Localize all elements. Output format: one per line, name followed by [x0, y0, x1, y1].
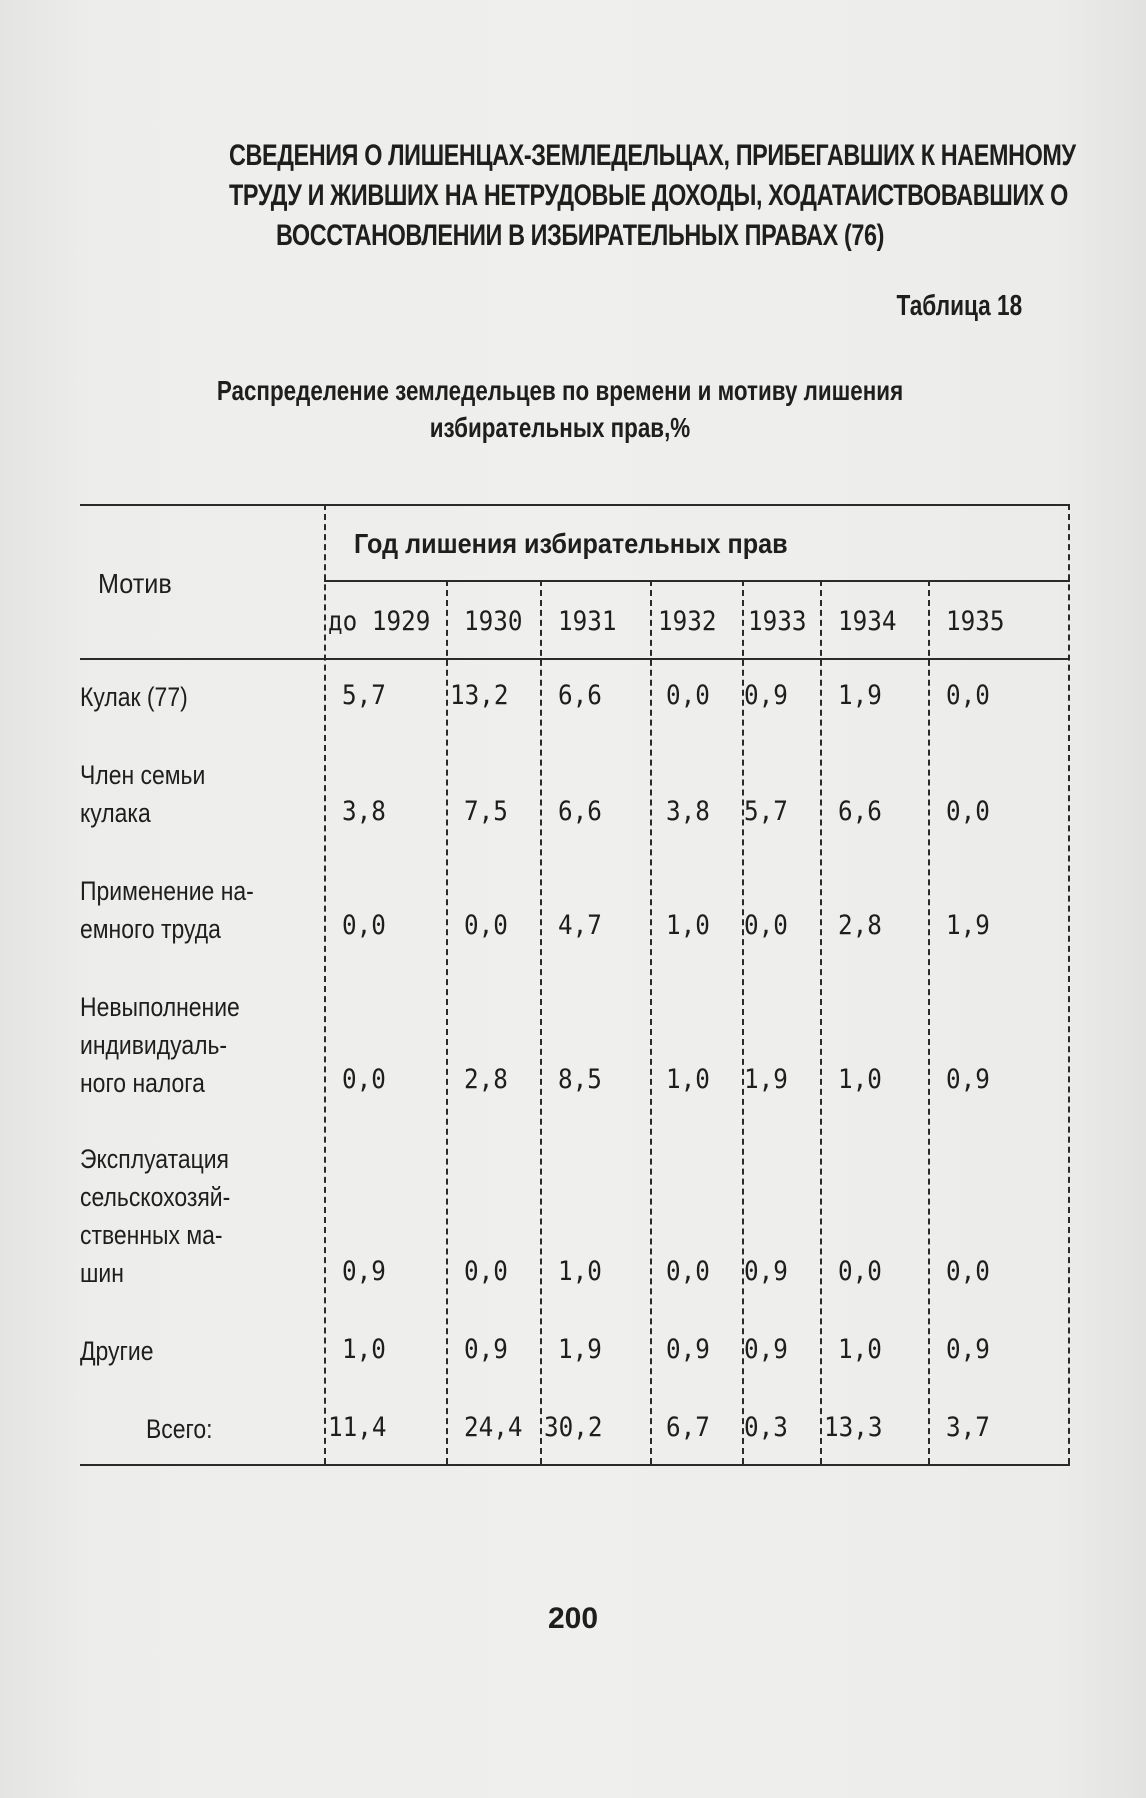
row-label-line: ственных ма- [80, 1220, 223, 1250]
table-cell: 1,0 [838, 1334, 882, 1365]
row-label-line: Всего: [146, 1414, 213, 1444]
col-divider-1930 [446, 580, 448, 1464]
row-label-hired-labor [80, 872, 254, 948]
table-cell: 1,0 [838, 1064, 882, 1095]
table-cell: 0,9 [464, 1334, 508, 1365]
table-cell: 0,0 [342, 1064, 386, 1095]
title-line-2: ТРУДУ И ЖИВШИХ НА НЕТРУДОВЫЕ ДОХОДЫ, ХОДАТАИСТВОВАВШИХ О [229, 179, 1068, 212]
group-header-rule [324, 580, 1070, 582]
total-cell: 3,7 [946, 1412, 990, 1443]
header-year: 1933 [748, 606, 807, 637]
header-year: 1932 [658, 606, 717, 637]
document-title [229, 136, 1076, 256]
table-cell: 6,6 [558, 680, 602, 711]
row-label-line: индивидуаль- [80, 1030, 228, 1060]
table-cell: 0,9 [342, 1256, 386, 1287]
row-label-line: Другие [80, 1336, 154, 1366]
table-cell: 7,5 [464, 796, 508, 827]
row-label-unpaid-tax [80, 988, 240, 1102]
col-divider-1934 [820, 580, 822, 1464]
col-divider-motive [324, 504, 326, 1464]
header-year: 1931 [558, 606, 617, 637]
page-number: 200 [547, 1602, 599, 1635]
caption-line-2: избирательных прав,% [429, 412, 691, 443]
table-cell: 0,0 [946, 1256, 990, 1287]
total-cell: 24,4 [464, 1412, 523, 1443]
table-cell: 1,0 [342, 1334, 386, 1365]
table-cell: 6,6 [558, 796, 602, 827]
table-cell: 0,9 [666, 1334, 710, 1365]
col-divider-1935 [928, 580, 930, 1464]
row-label-line: Эксплуатация [80, 1144, 229, 1174]
row-label-line: Применение на- [80, 876, 254, 906]
table-top-rule [80, 504, 1070, 506]
table-cell: 1,0 [666, 1064, 710, 1095]
total-cell: 30,2 [544, 1412, 603, 1443]
row-label-line: Член семьи [80, 760, 206, 790]
table-cell: 3,8 [666, 796, 710, 827]
row-label-line: ного налога [80, 1068, 205, 1098]
table-cell: 8,5 [558, 1064, 602, 1095]
header-motive: Мотив [98, 568, 172, 599]
table-cell: 0,9 [946, 1064, 990, 1095]
row-label-kulak-family [80, 756, 205, 832]
table-cell: 6,6 [838, 796, 882, 827]
row-label-kulak [80, 678, 188, 716]
table-cell: 1,0 [558, 1256, 602, 1287]
table-cell: 5,7 [744, 796, 788, 827]
col-divider-1933 [742, 580, 744, 1464]
header-year: 1934 [838, 606, 897, 637]
table-cell: 1,0 [666, 910, 710, 941]
table-cell: 0,0 [464, 1256, 508, 1287]
header-year-group: Год лишения избирательных прав [354, 528, 788, 559]
table-cell: 0,0 [946, 680, 990, 711]
table-cell: 1,9 [744, 1064, 788, 1095]
table-cell: 0,0 [946, 796, 990, 827]
total-cell: 13,3 [824, 1412, 883, 1443]
row-label-line: Невыполнение [80, 992, 240, 1022]
table-cell: 0,0 [464, 910, 508, 941]
header-year: 1935 [946, 606, 1005, 637]
table-cell: 0,0 [666, 680, 710, 711]
table-cell: 2,8 [464, 1064, 508, 1095]
table-cell: 4,7 [558, 910, 602, 941]
header-year: 1930 [464, 606, 523, 637]
row-label-line: Кулак (77) [80, 682, 188, 712]
table-caption [208, 372, 912, 446]
table-cell: 0,9 [946, 1334, 990, 1365]
table-bottom-rule [80, 1464, 1070, 1466]
title-line-3: ВОССТАНОВЛЕНИИ В ИЗБИРАТЕЛЬНЫХ ПРАВАХ (76) [275, 219, 885, 252]
table-cell: 13,2 [450, 680, 509, 711]
table-cell: 3,8 [342, 796, 386, 827]
row-label-machinery [80, 1140, 230, 1292]
table-cell: 0,0 [838, 1256, 882, 1287]
table-cell: 5,7 [342, 680, 386, 711]
table-cell: 0,9 [744, 1334, 788, 1365]
table-cell: 2,8 [838, 910, 882, 941]
row-label-total [146, 1410, 213, 1448]
table-cell: 1,9 [558, 1334, 602, 1365]
col-divider-1932 [650, 580, 652, 1464]
row-label-line: емного труда [80, 914, 221, 944]
table-cell: 1,9 [838, 680, 882, 711]
table-cell: 0,0 [744, 910, 788, 941]
row-label-line: шин [80, 1258, 124, 1288]
header-year: до 1929 [328, 606, 431, 637]
total-cell: 6,7 [666, 1412, 710, 1443]
table-cell: 0,0 [666, 1256, 710, 1287]
total-cell: 11,4 [328, 1412, 387, 1443]
row-label-line: кулака [80, 798, 151, 828]
row-label-other [80, 1332, 153, 1370]
title-line-1: СВЕДЕНИЯ О ЛИШЕНЦАХ-ЗЕМЛЕДЕЛЬЦАХ, ПРИБЕГАВШИХ К НАЕМНОМУ [229, 139, 1076, 172]
table-cell: 1,9 [946, 910, 990, 941]
table-number-label: Таблица 18 [896, 290, 1022, 322]
caption-line-1: Распределение земледельцев по времени и мотиву лишения [216, 375, 904, 406]
total-cell: 0,3 [744, 1412, 788, 1443]
row-label-line: сельскохозяй- [80, 1182, 231, 1212]
table-right-edge [1068, 504, 1070, 1464]
header-bottom-rule [80, 658, 1070, 660]
col-divider-1931 [540, 580, 542, 1464]
table-cell: 0,9 [744, 1256, 788, 1287]
data-table [80, 504, 1070, 1466]
table-cell: 0,0 [342, 910, 386, 941]
table-cell: 0,9 [744, 680, 788, 711]
